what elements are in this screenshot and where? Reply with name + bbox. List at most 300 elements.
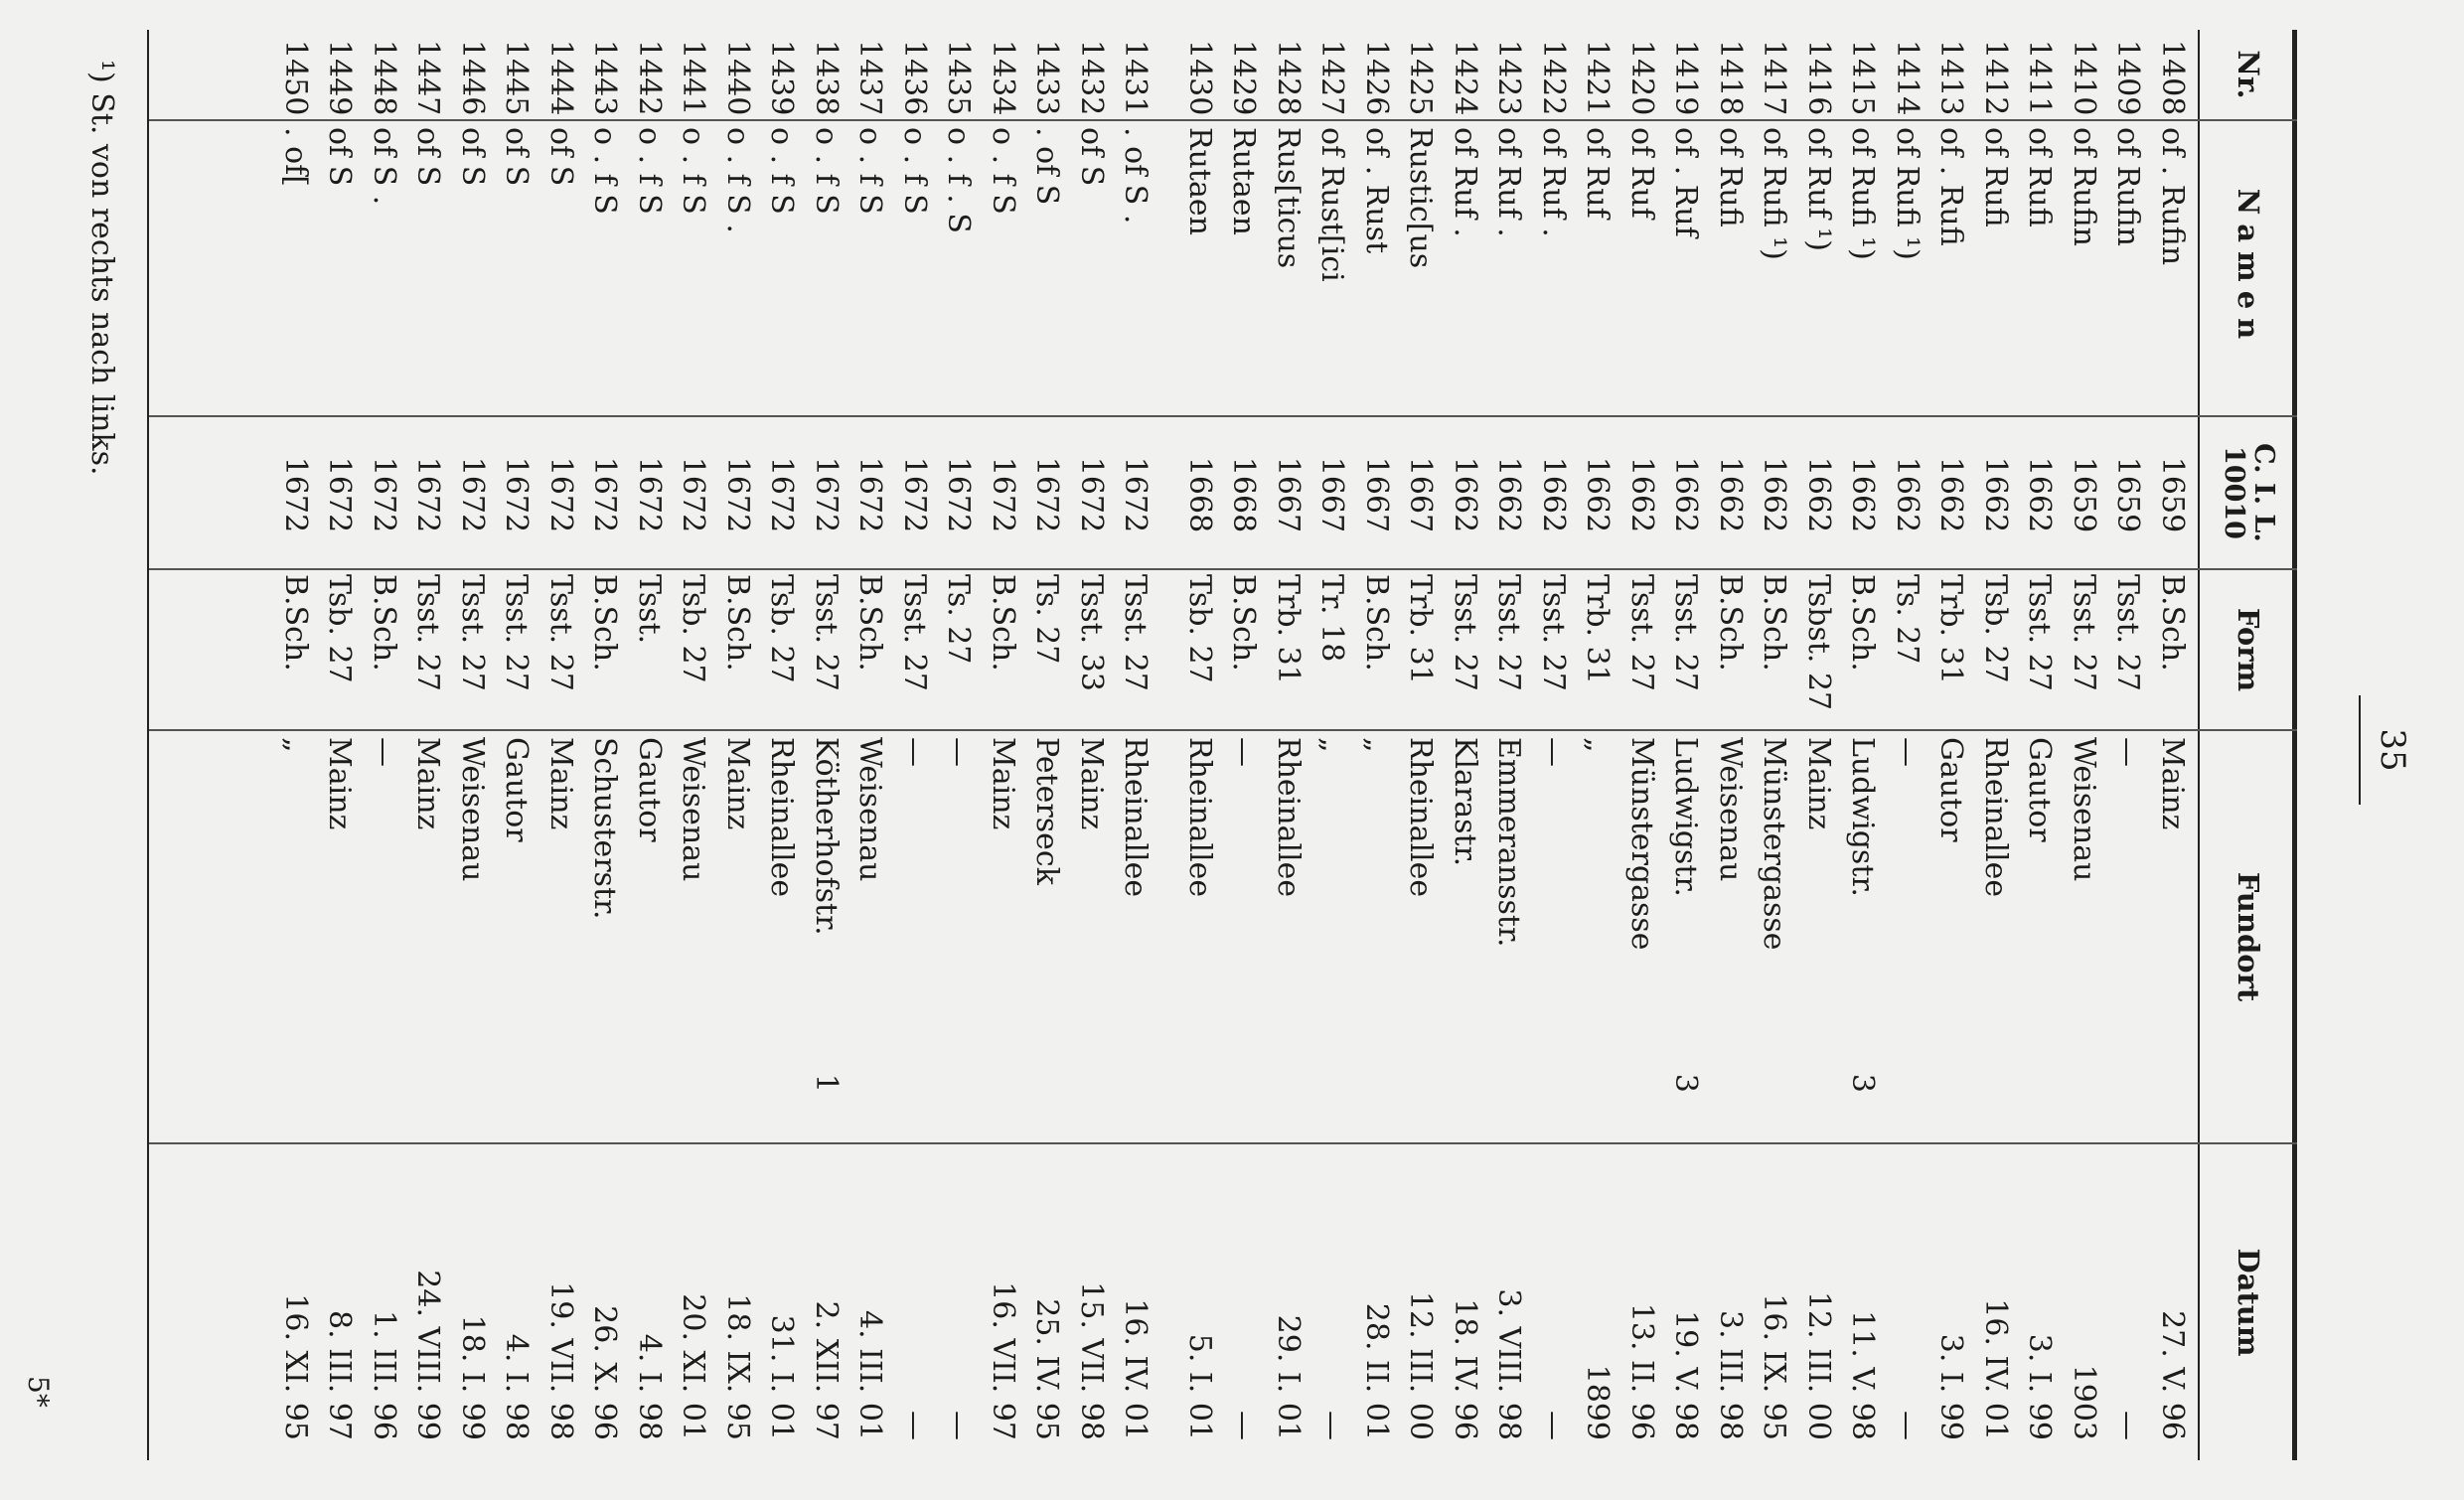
entry-cil: 1672 [455, 456, 490, 533]
table-row [847, 30, 892, 1460]
entry-cil: 1672 [632, 456, 667, 533]
entry-name: Rutaen [1226, 127, 1262, 235]
table-row [1752, 30, 1796, 1460]
entry-number: 1411 [2022, 40, 2058, 116]
table-row [1221, 30, 1266, 1460]
table-row [1928, 30, 1973, 1460]
entry-datum: 20. XI. 01 [676, 1293, 711, 1440]
entry-datum: 31. I. 01 [764, 1314, 800, 1440]
signature-mark: 5* [22, 1376, 55, 1408]
entry-form: Tsb. 27 [764, 574, 800, 683]
entry-number: 1426 [1359, 40, 1394, 116]
table-row [804, 30, 848, 1460]
table-row [1069, 30, 1114, 1460]
table-row [627, 30, 672, 1460]
entry-fundort: Mainz [720, 737, 755, 830]
entry-form: Tsst. 27 [2110, 574, 2146, 691]
entry-cil: 1662 [1933, 456, 1969, 533]
entry-number: 1447 [410, 40, 446, 116]
entry-cil: 1662 [2022, 456, 2058, 533]
entry-name: of S [410, 127, 446, 187]
footnote: ¹) St. von rechts nach links. [84, 60, 119, 476]
entry-form: Ts. 27 [941, 574, 977, 665]
entry-cil: 1672 [543, 456, 578, 533]
table-row [494, 30, 539, 1460]
entry-fundort: Rheinallee [764, 737, 800, 898]
entry-number: 1434 [986, 40, 1020, 116]
entry-form: Tsst. 27 [499, 574, 535, 691]
entry-datum: 3. VIII. 98 [1491, 1288, 1527, 1440]
table-row [1663, 30, 1708, 1460]
entry-number: 1433 [1029, 40, 1065, 116]
table-body [273, 30, 2195, 1460]
entry-datum: — [1890, 1411, 1925, 1440]
entry-fundort: Münstergasse [1624, 737, 1659, 951]
entry-form: Tsst. 27 [410, 574, 446, 691]
entry-fundort: Münstergasse [1757, 737, 1792, 951]
entry-form: Tsst. 27 [1491, 574, 1527, 691]
entry-name: of . Rufin [2155, 127, 2190, 266]
entry-number: 1412 [1978, 40, 2013, 116]
entry-form: B.Sch. [367, 574, 401, 672]
entry-name: o . f S [986, 127, 1020, 215]
entry-fundort: „ [1314, 737, 1350, 753]
entry-name: of S [499, 127, 535, 187]
entry-fundort: Gautor [1933, 737, 1969, 842]
entry-name: of Rufi [1713, 127, 1748, 227]
entry-fundort: Mainz [543, 737, 578, 830]
entry-form: Tr. 18 [1314, 574, 1350, 663]
header-datum: Datum [2232, 1248, 2265, 1357]
entry-fundort: — [1226, 737, 1262, 767]
entry-datum: 1899 [1580, 1364, 1616, 1440]
entry-number: 1415 [1845, 40, 1881, 116]
header-cil: C. I. L. 10010 [2219, 443, 2279, 542]
entry-fundort: Gautor [632, 737, 667, 842]
entry-fundort: Kötherhofstr. [809, 737, 844, 936]
entry-cil: 1667 [1271, 456, 1306, 533]
table-row [450, 30, 495, 1460]
entry-number: 1422 [1536, 40, 1571, 116]
entry-cil: 1659 [2155, 456, 2190, 533]
entry-form: B.Sch. [2155, 574, 2190, 672]
page-number-underline [2359, 695, 2361, 805]
entry-datum: — [941, 1411, 977, 1440]
entry-datum: 19. VII. 98 [543, 1281, 578, 1440]
entry-name: of Rufin [2067, 127, 2101, 246]
entry-fundort-number: 1 [809, 1073, 844, 1093]
entry-cil: 1672 [278, 456, 313, 533]
entry-name: o . f S [809, 127, 844, 215]
entry-number: 1427 [1314, 40, 1350, 116]
entry-datum: 16. IV. 01 [1978, 1298, 2013, 1440]
entry-fundort: Rheinallee [1271, 737, 1306, 898]
header-form: Form [2232, 607, 2265, 692]
table-row [1796, 30, 1841, 1460]
entry-cil: 1662 [1624, 456, 1659, 533]
table-row [1354, 30, 1399, 1460]
entry-cil: 1662 [1668, 456, 1704, 533]
entry-fundort: Mainz [410, 737, 446, 830]
entry-form: Ts. 27 [1890, 574, 1925, 665]
entry-cil: 1667 [1359, 456, 1394, 533]
entry-form: Tsst. 27 [1624, 574, 1659, 691]
entry-form: Tsst. 27 [1536, 574, 1571, 691]
entry-fundort: „ [1359, 737, 1394, 753]
entry-fundort: Mainz [322, 737, 358, 830]
entry-cil: 1672 [852, 456, 888, 533]
entry-name: Rustic[us [1403, 127, 1439, 269]
table-row [1309, 30, 1354, 1460]
entry-fundort-number: 3 [1668, 1073, 1704, 1093]
entry-datum: 29. I. 01 [1271, 1314, 1306, 1440]
entry-cil: 1672 [941, 456, 977, 533]
table-bottom-rule [147, 30, 149, 1460]
entry-form: Tsbst. 27 [1801, 574, 1836, 711]
entry-fundort: Ludwigstr. [1845, 737, 1881, 897]
entry-name: of Rufi ¹) [1890, 127, 1925, 260]
entry-form: Trb. 31 [1580, 574, 1616, 684]
entry-cil: 1662 [1890, 456, 1925, 533]
entry-number: 1423 [1491, 40, 1527, 116]
entry-datum: 4. I. 98 [632, 1333, 667, 1440]
entry-name: of . Rust [1359, 127, 1394, 254]
entry-fundort: Mainz [1074, 737, 1109, 830]
header-nr: Nr. [2232, 50, 2265, 99]
entry-cil: 1672 [322, 456, 358, 533]
table-row [539, 30, 583, 1460]
entry-datum: 5. I. 01 [1182, 1333, 1217, 1440]
entry-number: 1421 [1580, 40, 1616, 116]
entry-datum: 16. IX. 95 [1757, 1293, 1792, 1440]
entry-fundort: Klarastr. [1448, 737, 1482, 867]
entry-cil: 1662 [1713, 456, 1748, 533]
entry-cil: 1672 [676, 456, 711, 533]
entry-number: 1416 [1801, 40, 1836, 116]
entry-form: Trb. 31 [1271, 574, 1306, 684]
entry-form: Tsst. [632, 574, 667, 645]
entry-form: Tsst. 27 [1118, 574, 1154, 691]
entry-form: Trb. 31 [1933, 574, 1969, 684]
entry-name: of Rust[ici [1314, 127, 1350, 282]
entry-number: 1425 [1403, 40, 1439, 116]
entry-datum: 3. I. 99 [2022, 1333, 2058, 1440]
table-row [362, 30, 406, 1460]
entry-name: of S . [367, 127, 401, 206]
entry-datum: 28. II. 01 [1359, 1302, 1394, 1440]
entry-form: B.Sch. [1845, 574, 1881, 672]
table-row [273, 30, 318, 1460]
table-row [405, 30, 450, 1460]
entry-name: of S [543, 127, 578, 187]
entry-name: of Ruf . [1536, 127, 1571, 237]
entry-number: 1435 [941, 40, 977, 116]
entry-number: 1446 [455, 40, 490, 116]
entry-form: B.Sch. [720, 574, 755, 672]
table-row [1531, 30, 1576, 1460]
entry-cil: 1672 [809, 456, 844, 533]
entry-datum: 1. III. 96 [367, 1310, 401, 1440]
entry-datum: 8. III. 97 [322, 1310, 358, 1440]
entry-fundort: Rheinallee [1403, 737, 1439, 898]
entry-number: 1442 [632, 40, 667, 116]
entry-form: Tsst. 27 [1448, 574, 1482, 691]
table-row [1619, 30, 1664, 1460]
entry-number: 1419 [1668, 40, 1704, 116]
entry-number: 1428 [1271, 40, 1306, 116]
entry-name: o . f S [587, 127, 623, 215]
entry-number: 1409 [2110, 40, 2146, 116]
table-row [1708, 30, 1753, 1460]
entry-name: of Ruf . [1448, 127, 1482, 237]
entry-datum: — [897, 1411, 932, 1440]
table-row [1840, 30, 1885, 1460]
entry-fundort: Emmeransstr. [1491, 737, 1527, 948]
entry-name: o . f S [852, 127, 888, 215]
table-row [2150, 30, 2195, 1460]
table-row [892, 30, 937, 1460]
table-row [1398, 30, 1443, 1460]
table-row [759, 30, 804, 1460]
entry-datum: 12. III. 00 [1403, 1290, 1439, 1440]
entry-number: 1410 [2067, 40, 2101, 116]
entry-number: 1438 [809, 40, 844, 116]
entry-datum: 4. I. 98 [499, 1333, 535, 1440]
entry-number: 1413 [1933, 40, 1969, 116]
entry-datum: — [2110, 1411, 2146, 1440]
entry-cil: 1662 [1801, 456, 1836, 533]
entry-number: 1414 [1890, 40, 1925, 116]
page-number: 35 [2373, 728, 2412, 772]
entry-datum: 24. VIII. 99 [410, 1270, 446, 1440]
table-row [1113, 30, 1157, 1460]
table-row [1885, 30, 1929, 1460]
entry-form: Trb. 31 [1403, 574, 1439, 684]
entry-number: 1430 [1182, 40, 1217, 116]
entry-name: of Ruf [1580, 127, 1616, 219]
entry-datum: 2. XII. 97 [809, 1300, 844, 1440]
entry-name: o . f S [632, 127, 667, 215]
entry-form: Tsst. 27 [455, 574, 490, 691]
entry-form: Tsst. 27 [543, 574, 578, 691]
table-row [2017, 30, 2062, 1460]
entry-number: 1431 [1118, 40, 1154, 116]
entry-fundort: Weisenau [2067, 737, 2101, 882]
entry-fundort: Gautor [2022, 737, 2058, 842]
entry-form: B.Sch. [278, 574, 313, 672]
table-row [1575, 30, 1619, 1460]
table-row [2105, 30, 2150, 1460]
entry-fundort: Rheinallee [1182, 737, 1217, 898]
entry-cil: 1672 [1074, 456, 1109, 533]
entry-fundort: Rheinallee [1978, 737, 2013, 898]
entry-name: Rutaen [1182, 127, 1217, 235]
entry-number: 1449 [322, 40, 358, 116]
entry-fundort: Ludwigstr. [1668, 737, 1704, 897]
table-row [1266, 30, 1310, 1460]
entry-name: o . f S . [720, 127, 755, 233]
entry-fundort: Weisenau [455, 737, 490, 882]
entry-number: 1445 [499, 40, 535, 116]
entry-form: Tsst. 27 [2067, 574, 2101, 691]
entry-datum: 11. V. 98 [1845, 1310, 1881, 1440]
entry-cil: 1672 [897, 456, 932, 533]
entry-form: B.Sch. [1757, 574, 1792, 672]
table-row [981, 30, 1025, 1460]
entry-datum: — [1536, 1411, 1571, 1440]
entry-name: of . Rufi [1933, 127, 1969, 246]
entry-number: 1418 [1713, 40, 1748, 116]
entry-form: B.Sch. [1713, 574, 1748, 672]
entry-number: 1420 [1624, 40, 1659, 116]
entry-datum: 3. III. 98 [1713, 1310, 1748, 1440]
entry-fundort: „ [1580, 737, 1616, 753]
entry-datum: 15. VII. 98 [1074, 1281, 1109, 1440]
entry-datum: 13. II. 96 [1624, 1302, 1659, 1440]
entry-name: o . f . S [941, 127, 977, 233]
entry-cil: 1662 [1536, 456, 1571, 533]
entry-name: . of S . [1118, 127, 1154, 225]
entry-name: of Rufi ¹) [1757, 127, 1792, 260]
entry-cil: 1662 [1448, 456, 1482, 533]
entry-number: 1441 [676, 40, 711, 116]
entry-datum: — [1314, 1411, 1350, 1440]
table-row [582, 30, 627, 1460]
entry-fundort: Gautor [499, 737, 535, 842]
entry-cil: 1662 [1491, 456, 1527, 533]
entry-form: Tsst. 33 [1074, 574, 1109, 691]
table-row [1024, 30, 1069, 1460]
entry-name: of . Ruf [1668, 127, 1704, 237]
entry-cil: 1672 [587, 456, 623, 533]
entry-number: 1448 [367, 40, 401, 116]
entry-name: of S [1074, 127, 1109, 187]
entry-number: 1424 [1448, 40, 1482, 116]
entry-fundort: Weisenau [852, 737, 888, 882]
entry-name: of Ruf [1624, 127, 1659, 219]
entry-fundort: Mainz [2155, 737, 2190, 830]
header-fundort: Fundort [2232, 871, 2265, 1002]
entry-number: 1436 [897, 40, 932, 116]
entry-fundort: — [941, 737, 977, 767]
entry-number: 1437 [852, 40, 888, 116]
entry-form: Tsb. 27 [1978, 574, 2013, 683]
entry-datum: 3. I. 99 [1933, 1333, 1969, 1440]
entry-form: Tsst. 27 [809, 574, 844, 691]
entry-form: B.Sch. [1359, 574, 1394, 672]
entry-name: of Rufi ¹) [1845, 127, 1881, 260]
table-row [671, 30, 715, 1460]
entry-datum: 18. IV. 96 [1448, 1298, 1482, 1440]
entry-datum: 4. III. 01 [852, 1310, 888, 1440]
entry-fundort: — [2110, 737, 2146, 767]
entry-name: of Ruf . [1491, 127, 1527, 237]
table-row [715, 30, 760, 1460]
entry-fundort: Weisenau [1713, 737, 1748, 882]
entry-cil: 1672 [764, 456, 800, 533]
entry-cil: 1667 [1314, 456, 1350, 533]
entry-cil: 1672 [1118, 456, 1154, 533]
entry-cil: 1668 [1226, 456, 1262, 533]
entry-datum: — [1226, 1411, 1262, 1440]
entry-name: Rus[ticus [1271, 127, 1306, 269]
table-row [1177, 30, 1222, 1460]
entry-name: of Rufi [1978, 127, 2013, 227]
entry-fundort: — [1536, 737, 1571, 767]
entry-cil: 1659 [2110, 456, 2146, 533]
table-row [317, 30, 362, 1460]
entry-cil: 1659 [2067, 456, 2101, 533]
entry-form: B.Sch. [1226, 574, 1262, 672]
entry-datum: 16. IV. 01 [1118, 1298, 1154, 1440]
entry-fundort: Weisenau [676, 737, 711, 882]
entry-form: Tsst. 27 [2022, 574, 2058, 691]
entry-name: . of S [1029, 127, 1065, 206]
entry-cil: 1672 [986, 456, 1020, 533]
entry-cil: 1672 [720, 456, 755, 533]
entry-cil: 1662 [1845, 456, 1881, 533]
entry-cil: 1667 [1403, 456, 1439, 533]
entry-fundort: — [897, 737, 932, 767]
entry-number: 1439 [764, 40, 800, 116]
entry-number: 1429 [1226, 40, 1262, 116]
entry-fundort: — [367, 737, 401, 767]
entry-form: Tsb. 27 [676, 574, 711, 683]
entry-number: 1443 [587, 40, 623, 116]
entry-datum: 1903 [2067, 1364, 2101, 1440]
table-row [2062, 30, 2106, 1460]
entry-number: 1440 [720, 40, 755, 116]
entry-cil: 1672 [410, 456, 446, 533]
entry-name: o . f S [897, 127, 932, 215]
entry-cil: 1668 [1182, 456, 1217, 533]
entry-form: B.Sch. [986, 574, 1020, 672]
entry-fundort: Mainz [1801, 737, 1836, 830]
entry-name: of Ruf ¹) [1801, 127, 1836, 251]
entry-name: of S [322, 127, 358, 187]
entry-datum: 18. IX. 95 [720, 1293, 755, 1440]
entry-number: 1432 [1074, 40, 1109, 116]
entry-form: Tsb. 27 [1182, 574, 1217, 683]
entry-fundort: — [1890, 737, 1925, 767]
entry-datum: 27. V. 96 [2155, 1310, 2190, 1440]
entry-datum: 25. IV. 95 [1029, 1298, 1065, 1440]
table-row [1973, 30, 2018, 1460]
entry-name: o . f S [764, 127, 800, 215]
entry-cil: 1662 [1580, 456, 1616, 533]
entry-form: Tsst. 27 [1668, 574, 1704, 691]
table-row [1443, 30, 1487, 1460]
entry-number: 1450 [278, 40, 313, 116]
entry-fundort: „ [278, 737, 313, 753]
entry-fundort-number: 3 [1845, 1073, 1881, 1093]
entry-datum: 16. XI. 95 [278, 1293, 313, 1440]
entry-cil: 1662 [1757, 456, 1792, 533]
header-namen: Namen [2232, 188, 2265, 349]
entry-fundort: Schusterstr. [587, 737, 623, 920]
entry-form: B.Sch. [852, 574, 888, 672]
entry-form: B.Sch. [587, 574, 623, 672]
entry-fundort: Mainz [986, 737, 1020, 830]
entry-name: of S [455, 127, 490, 187]
entry-number: 1417 [1757, 40, 1792, 116]
entry-datum: 19. V. 98 [1668, 1310, 1704, 1440]
entry-name: . of[ [278, 127, 313, 187]
entry-cil: 1672 [1029, 456, 1065, 533]
entry-number: 1444 [543, 40, 578, 116]
entry-datum: 26. X. 96 [587, 1305, 623, 1440]
entry-cil: 1672 [367, 456, 401, 533]
